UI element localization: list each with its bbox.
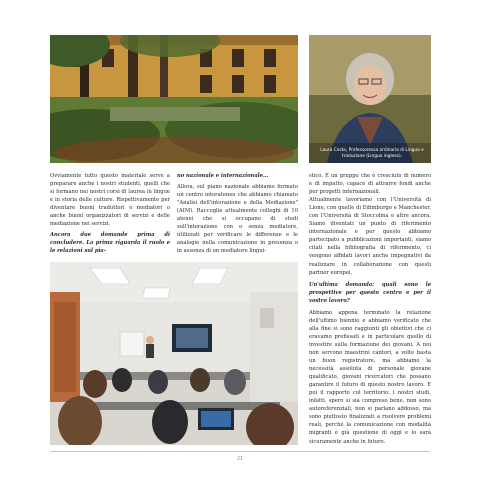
interview-question: Ancora due domande prima di concludere. La prima riguarda il ruolo e le relazioni sul pia- bbox=[50, 232, 170, 255]
column-3-paragraph-1: stico. È un gruppo che è cresciuto di numero e di impatto, capace di attrarre fondi anche per progetti internazionali. bbox=[309, 173, 431, 196]
column-3-paragraph-3: Abbiamo appena terminato la relazione dell'ultimo biennio e abbiamo verificato che alla fine si sono raggiunti gli obiettivi che ci eravamo prefissati e in particolare quello di investire sulla formazione dei giovani. A noi non servono maestrini cantori, a volte basta un buon registratore, ma abbiamo la necessità assoluta di personale giovane qualificato, giovani ricercatori che possano garantire il futuro di questo nostro lavoro. E poi il rapporto col territorio: i nostri studi, infatti, spero si sia compreso bene, non sono autoreferenziali, non si parlano addosso, ma sono piuttosto finalizzati a risolvere problemi reali, perché la comunicazione con modalità migranti è già questione di oggi e lo sarà sicuramente anche in futuro. bbox=[309, 309, 431, 445]
interview-question-2: Un'ultima domanda: quali sono le prospettive per questo centro e per il vostro lavoro? bbox=[309, 281, 431, 304]
interview-question-end: no nazionale e internazionale… bbox=[177, 173, 269, 179]
column-3 bbox=[309, 172, 431, 446]
portrait-photo bbox=[309, 35, 431, 163]
page-number: 21 bbox=[236, 456, 244, 462]
column-1-paragraph: Ovviamente tutto questo materiale serve a preparare anche i nostri studenti, quelli che si formano nei nostri corsi di laurea in lingue e in storia delle culture. Rispettivamente per diventare buoni traduttori o mediatori o anche buoni organizzatori di servizi e delle mediazione nei servizi. bbox=[50, 173, 170, 228]
column-1 bbox=[50, 172, 170, 255]
garden-photo bbox=[50, 35, 298, 163]
classroom-photo bbox=[50, 262, 298, 445]
column-2 bbox=[177, 172, 298, 255]
column-3-paragraph-2: Attualmente lavoriamo con l'Università di Lione, con quelle di Edimburgo e Manchester, con l'Università di Stoccolma e altre ancora. Siamo diventati un punto di riferimento internazionale e per questo abbiamo partecipato a pubblicazioni importanti, siamo citati nella bibliografia di riferimento, ci vengono affidati lavori anche impegnativi da realizzare in collaborazione con questi partner europei. bbox=[309, 197, 431, 276]
photo-caption: Laura Costa, Professoressa ordinaria di Lingua e traduzione (Lingua inglese). bbox=[320, 148, 424, 159]
column-2-paragraph: Allora, sul piano nazionale abbiamo formato un centro interateneo che abbiamo chiamato "Analisi dell'interazione e della Mediazione" (AIM). Raccoglie attualmente colleghi di 10 atenei che si occupano di studi sull'interazione con o senza mediatore, utilizzati per verificare le differenze e le analogie nella comunicazione in presenza o in assenza di un mediatore lingui- bbox=[177, 184, 298, 255]
footer-rule bbox=[50, 451, 430, 452]
